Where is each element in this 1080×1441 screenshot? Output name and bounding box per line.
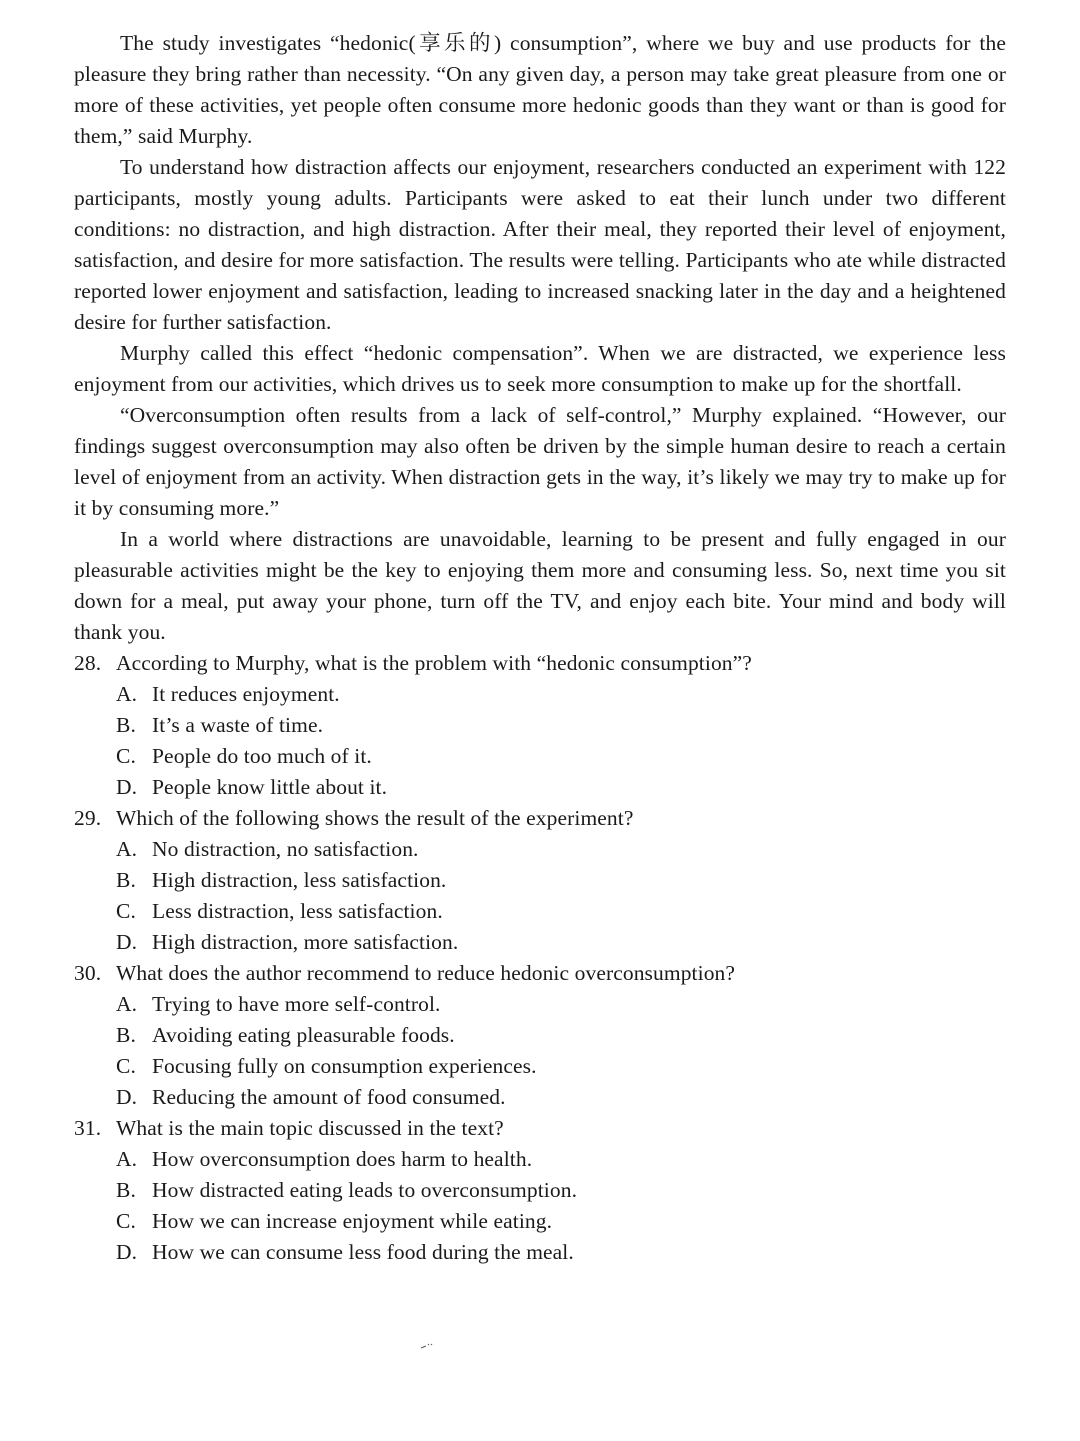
option-letter: C.: [116, 744, 136, 768]
option-d[interactable]: [74, 772, 1006, 803]
option-text: Avoiding eating pleasurable foods.: [152, 1023, 455, 1047]
question-number: 28.: [74, 651, 102, 675]
passage-paragraph-4: “Overconsumption often results from a lack of self-control,” Murphy explained. “However, our findings suggest overconsumption may also often be driven by the simple human desire to reach a certain level of enjoyment from an activity. When distraction gets in the way, it’s likely we may try to make up for it by consuming more.”: [74, 403, 1006, 520]
option-a[interactable]: [74, 834, 1006, 865]
option-a[interactable]: [74, 1144, 1006, 1175]
option-text: People know little about it.: [152, 775, 388, 799]
option-d[interactable]: [74, 927, 1006, 958]
option-text: High distraction, less satisfaction.: [152, 868, 447, 892]
option-text: It reduces enjoyment.: [152, 682, 340, 706]
passage-paragraph-5: In a world where distractions are unavoidable, learning to be present and fully engaged in our pleasurable activities might be the key to enjoying them more and consuming less. So, next time you sit down for a meal, put away your phone, turn off the TV, and enjoy each bite. Your mind and body will thank you.: [74, 527, 1006, 644]
question-30: [74, 958, 1006, 1113]
option-letter: B.: [116, 713, 136, 737]
option-c[interactable]: [74, 741, 1006, 772]
option-list: [74, 1144, 1006, 1268]
question-number: 30.: [74, 961, 102, 985]
passage-paragraph-3: Murphy called this effect “hedonic compensation”. When we are distracted, we experience less enjoyment from our activities, which drives us to seek more consumption to make up for the shortfall.: [74, 341, 1006, 396]
option-text: How distracted eating leads to overconsumption.: [152, 1178, 578, 1202]
question-stem: [74, 648, 1006, 679]
option-letter: B.: [116, 1023, 136, 1047]
question-text: What does the author recommend to reduce hedonic overconsumption?: [116, 961, 736, 985]
exam-page: [74, 28, 1006, 1268]
option-a[interactable]: [74, 989, 1006, 1020]
option-list: [74, 679, 1006, 803]
option-text: Reducing the amount of food consumed.: [152, 1085, 506, 1109]
question-number: 31.: [74, 1116, 102, 1140]
reading-passage: [74, 28, 1006, 648]
question-28: [74, 648, 1006, 803]
option-c[interactable]: [74, 896, 1006, 927]
option-letter: D.: [116, 930, 138, 954]
option-text: No distraction, no satisfaction.: [152, 837, 419, 861]
option-letter: A.: [116, 837, 138, 861]
option-letter: C.: [116, 1209, 136, 1233]
passage-paragraph-1: The study investigates “hedonic(享乐的) consumption”, where we buy and use products for the pleasure they bring rather than necessity. “On any given day, a person may take great pleasure from one or more of these activities, yet people often consume more hedonic goods than they want or than is good for them,” said Murphy.: [74, 31, 1006, 148]
question-text: According to Murphy, what is the problem with “hedonic consumption”?: [116, 651, 752, 675]
question-list: [74, 648, 1006, 1268]
option-b[interactable]: [74, 865, 1006, 896]
option-c[interactable]: [74, 1206, 1006, 1237]
option-list: [74, 834, 1006, 958]
option-letter: D.: [116, 775, 138, 799]
passage-paragraph-2: To understand how distraction affects our enjoyment, researchers conducted an experiment with 122 participants, mostly young adults. Participants were asked to eat their lunch under two different conditions: no distraction, and high distraction. After their meal, they reported their level of enjoyment, satisfaction, and desire for more satisfaction. The results were telling. Participants who ate while distracted reported lower enjoyment and satisfaction, leading to increased snacking later in the day and a heightened desire for further satisfaction.: [74, 155, 1006, 334]
option-text: How we can increase enjoyment while eating.: [152, 1209, 553, 1233]
option-letter: A.: [116, 992, 138, 1016]
option-text: How overconsumption does harm to health.: [152, 1147, 533, 1171]
option-letter: D.: [116, 1085, 138, 1109]
option-list: [74, 989, 1006, 1113]
option-text: Trying to have more self-control.: [152, 992, 441, 1016]
question-stem: [74, 803, 1006, 834]
option-d[interactable]: [74, 1082, 1006, 1113]
option-b[interactable]: [74, 1175, 1006, 1206]
option-letter: A.: [116, 1147, 138, 1171]
option-c[interactable]: [74, 1051, 1006, 1082]
option-d[interactable]: [74, 1237, 1006, 1268]
question-29: [74, 803, 1006, 958]
option-letter: D.: [116, 1240, 138, 1264]
question-number: 29.: [74, 806, 102, 830]
question-stem: [74, 1113, 1006, 1144]
option-letter: A.: [116, 682, 138, 706]
option-text: How we can consume less food during the meal.: [152, 1240, 574, 1264]
option-letter: B.: [116, 1178, 136, 1202]
question-text: What is the main topic discussed in the text?: [116, 1116, 504, 1140]
option-letter: B.: [116, 868, 136, 892]
option-letter: C.: [116, 1054, 136, 1078]
scan-speck-icon: [420, 1342, 434, 1350]
option-text: It’s a waste of time.: [152, 713, 324, 737]
option-text: High distraction, more satisfaction.: [152, 930, 459, 954]
option-a[interactable]: [74, 679, 1006, 710]
question-stem: [74, 958, 1006, 989]
option-text: Focusing fully on consumption experiences.: [152, 1054, 537, 1078]
question-text: Which of the following shows the result of the experiment?: [116, 806, 634, 830]
option-text: People do too much of it.: [152, 744, 372, 768]
option-b[interactable]: [74, 710, 1006, 741]
option-letter: C.: [116, 899, 136, 923]
question-31: [74, 1113, 1006, 1268]
option-b[interactable]: [74, 1020, 1006, 1051]
option-text: Less distraction, less satisfaction.: [152, 899, 443, 923]
